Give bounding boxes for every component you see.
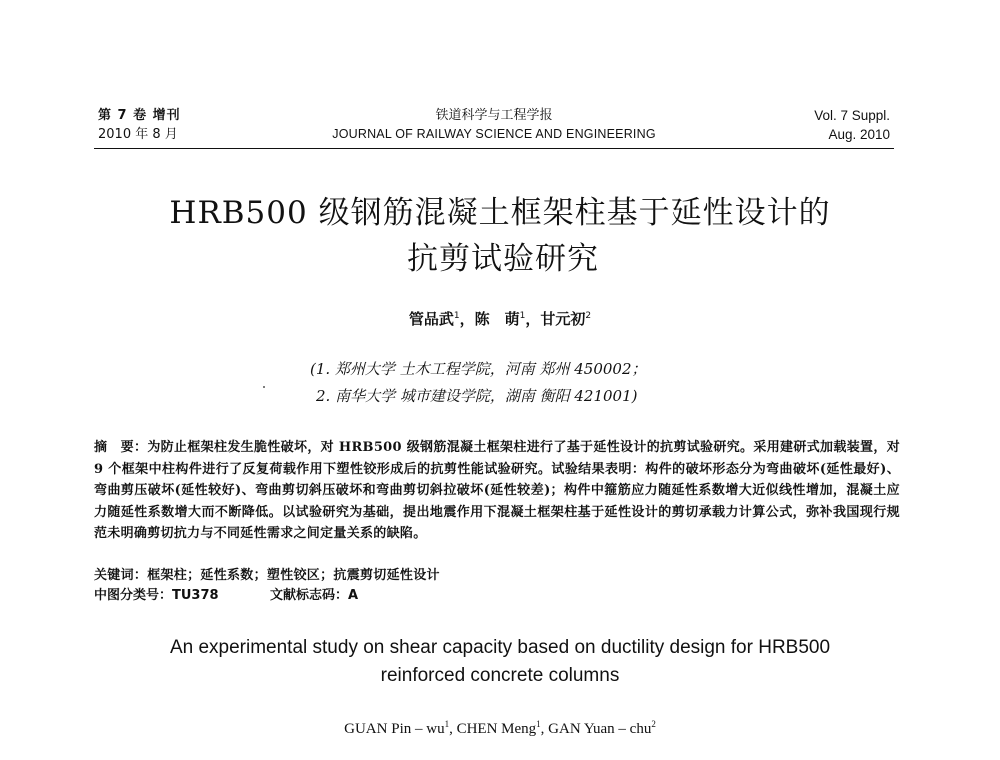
- author-en-name: CHEN Meng: [456, 721, 537, 737]
- title-cn-line2: 抗剪试验研究: [407, 241, 599, 277]
- author-cn-name: 管品武: [408, 310, 454, 328]
- journal-name-cn: 铁道科学与工程学报: [435, 108, 553, 123]
- journal-name-en: JOURNAL OF RAILWAY SCIENCE AND ENGINEERING: [332, 127, 656, 141]
- author-en-sep: ,: [540, 721, 549, 737]
- keywords-text: 框架柱；延性系数；塑性铰区；抗震剪切延性设计: [147, 568, 440, 583]
- author-cn-name: 陈 萌: [474, 310, 520, 328]
- author-en-sep: ,: [449, 721, 457, 737]
- header-volume: 第 7 卷 增刊: [98, 108, 181, 123]
- author-cn-affil-mark: 1: [453, 311, 460, 321]
- affiliation-2: 2. 南华大学 城市建设学院，湖南 衡阳 421001): [316, 387, 638, 405]
- authors-en: [0, 719, 1000, 738]
- author-cn-sep: ，: [525, 310, 541, 328]
- title-en-line2: reinforced concrete columns: [380, 665, 620, 686]
- authors-cn: [0, 308, 1000, 329]
- author-cn-affil-mark: 1: [519, 311, 526, 321]
- keywords: [94, 566, 440, 586]
- author-en-affil-mark: 1: [536, 719, 541, 729]
- title-en: [0, 634, 1000, 690]
- abstract-label: 摘 要：: [94, 440, 148, 455]
- document-code: 文献标志码：A: [270, 588, 359, 603]
- abstract: [94, 437, 900, 545]
- header-volume-en: Vol. 7 Suppl.: [814, 108, 890, 123]
- title-en-line1: An experimental study on shear capacity based on ductility design for HRB500: [169, 637, 831, 658]
- affiliation-1: (1. 郑州大学 土木工程学院，河南 郑州 450002；: [310, 360, 647, 378]
- classification: [94, 586, 359, 606]
- author-cn-sep: ，: [459, 310, 475, 328]
- author-en-affil-mark: 2: [651, 719, 656, 729]
- author-en-affil-mark: 1: [444, 719, 450, 729]
- header-journal-name: [94, 106, 894, 144]
- scan-speck: [263, 386, 265, 388]
- affiliations: [310, 356, 647, 410]
- title-cn-line1: HRB500 级钢筋混凝土框架柱基于延性设计的: [169, 195, 831, 231]
- author-en-name: GUAN Pin – wu: [344, 721, 445, 737]
- running-header: [94, 104, 894, 149]
- author-en-name: GAN Yuan – chu: [548, 721, 652, 737]
- keywords-label: 关键词：: [94, 568, 148, 583]
- abstract-text: 为防止框架柱发生脆性破坏，对 HRB500 级钢筋混凝土框架柱进行了基于延性设计的抗剪试验研究。采用建研式加载装置，对 9 个框架中柱构件进行了反复荷载作用下塑性铰形成后的抗剪性能试验研究。试验结果表明：构件的破坏形态分为弯曲破坏(延性最好)、弯曲剪压破坏(延性较好)、弯曲剪切斜压破坏和弯曲剪切斜拉破坏(延性较差)；构件中箍筋应力随延性系数增大近似线性增加，混凝土应力随延性系数增大而不断降低。以试验研究为基础，提出地震作用下混凝土框架柱基于延性设计的剪切承载力计算公式，弥补我国现行规范未明确剪切抗力与不同延性需求之间定量关系的缺陷。: [94, 440, 901, 541]
- author-cn-affil-mark: 2: [585, 311, 592, 321]
- author-cn-name: 甘元初: [540, 310, 586, 328]
- clc-number: 中图分类号：TU378: [94, 588, 219, 603]
- header-volume-info-en: [814, 106, 890, 144]
- header-date-en: Aug. 2010: [828, 127, 890, 142]
- header-date-cn: 2010 年 8 月: [98, 127, 178, 142]
- title-cn: [0, 190, 1000, 282]
